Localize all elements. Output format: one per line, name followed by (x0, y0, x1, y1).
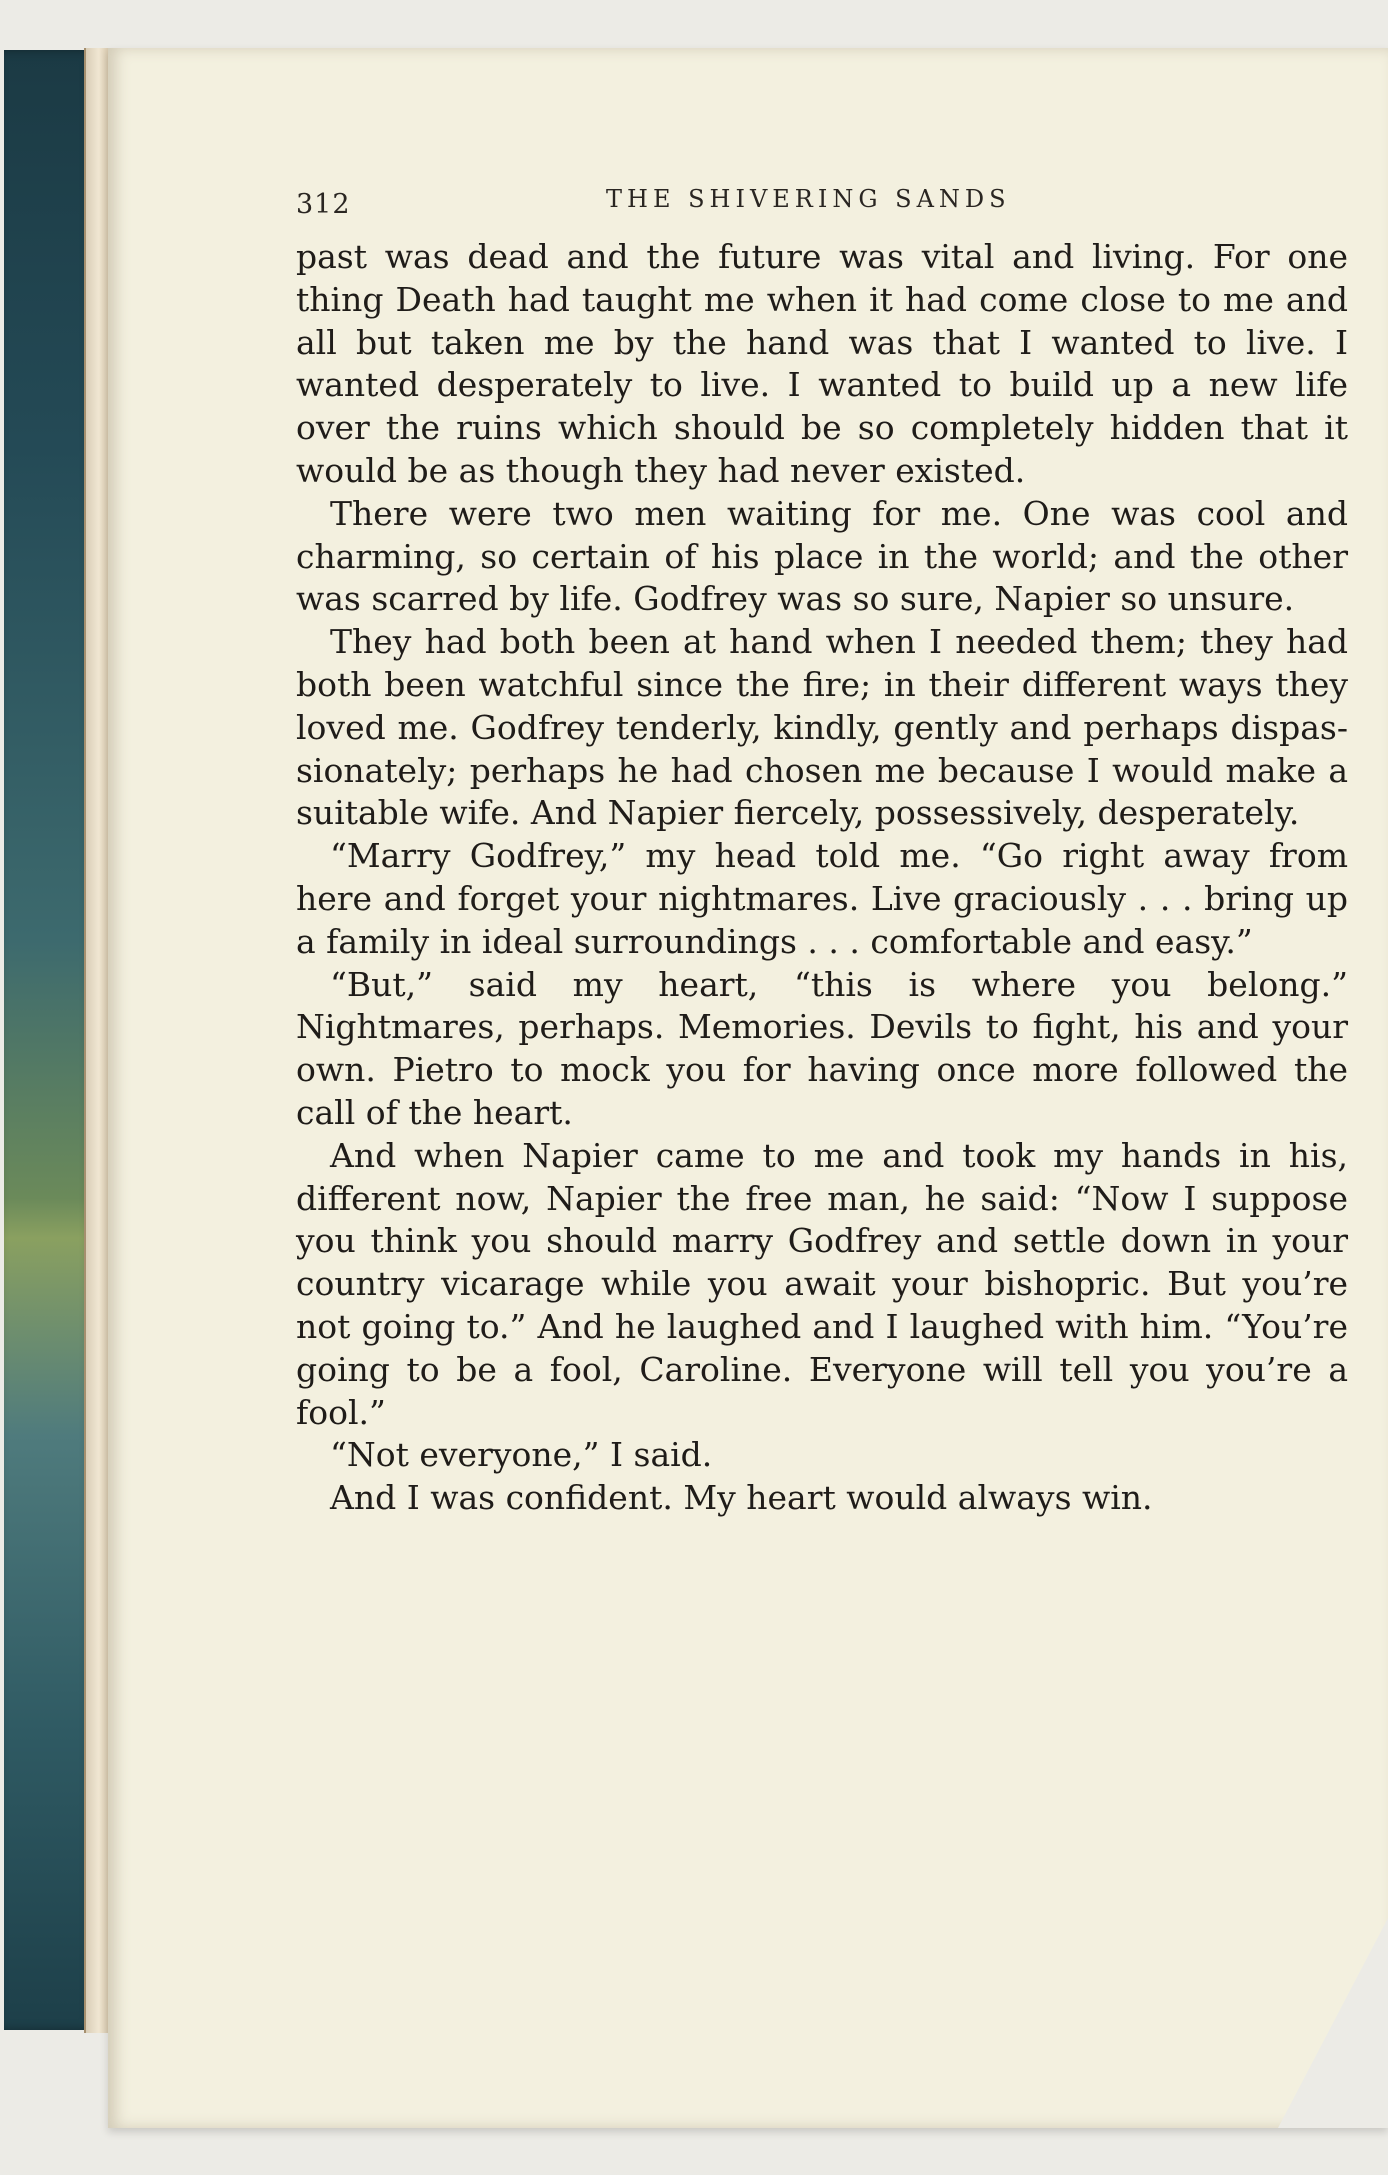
paragraph: And I was confident. My heart would always win. (330, 1478, 1153, 1518)
page-number: 312 (296, 189, 351, 220)
page-header (296, 183, 1346, 223)
paragraph: There were two men waiting for me. One was cool and charming, so certain of his place in the world; and the other was scarred by life. Godfrey was so sure, Napier so unsure. (296, 493, 1348, 619)
body-text (296, 236, 1348, 1520)
paragraph: And when Napier came to me and took my hands in his, different now, Napier the free man, he said: “Now I suppose you think you should marry Godfrey and settle down in your country vicarage while you await your bishopric. But you’re not going to.” And he laughed and I laughed with him. “You’re going to be a fool, Caroline. Everyone will tell you you’re a fool.” (296, 1135, 1348, 1432)
paragraph: “Marry Godfrey,” my head told me. “Go right away from here and forget your nightmares. Live graciously . . . bring up a family in ideal surroundings . . . comfortable and easy.” (296, 836, 1348, 961)
running-title: THE SHIVERING SANDS (606, 185, 1011, 213)
paragraph: They had both been at hand when I needed them; they had both been watchful since the fire; in their different ways they loved me. Godfrey tenderly, kindly, gently and perhaps dispassionately; perhaps he had chosen me because I would make a suitable wife. And Napier fiercely, possessively, desperately. (296, 622, 1348, 833)
paragraph: “Not everyone,” I said. (330, 1435, 713, 1475)
paragraph: “But,” said my heart, “this is where you belong.” Nightmares, perhaps. Memories. Devils to fight, his and your own. Pietro to mock you for having once more followed the call of the heart. (296, 964, 1348, 1132)
paragraph: past was dead and the future was vital and living. For one thing Death had taught me when it had come close to me and all but taken me by the hand was that I wanted to live. I wanted desperately to live. I wanted to build up a new life over the ruins which should be so completely hidden that it would be as though they had never existed. (296, 237, 1348, 490)
page-corner-fold (1278, 1918, 1388, 2128)
